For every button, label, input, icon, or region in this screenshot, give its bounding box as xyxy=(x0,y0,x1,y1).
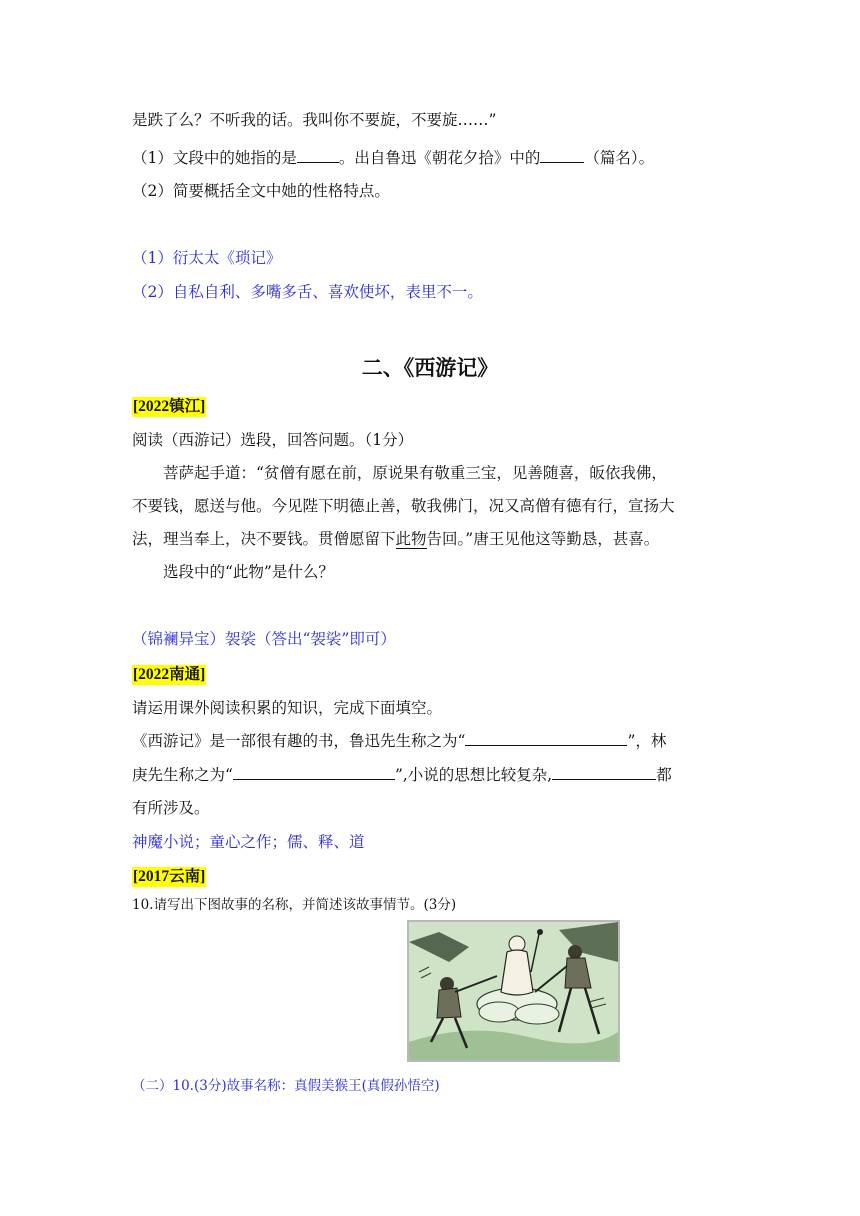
blank xyxy=(297,148,339,163)
answer-2: （2）自私自利、多嘴多舌、喜欢使坏，表里不一。 xyxy=(132,283,483,301)
blank xyxy=(233,765,395,780)
passage-line: 法，理当奉上，决不要钱。贯僧愿留下此物告回。”唐王见他这等勤恳，甚喜。 xyxy=(132,530,660,548)
question-2: （2）简要概括全文中她的性格特点。 xyxy=(132,182,390,200)
blank xyxy=(540,148,584,163)
blank xyxy=(552,765,656,780)
fill-in-line: 《西游记》是一部很有趣的书，鲁迅先生称之为“ ”，林 xyxy=(132,732,667,750)
underlined-term: 此物 xyxy=(395,530,427,548)
fill-in-line: 有所涉及。 xyxy=(132,799,210,817)
quote-ending: 是跌了么？不听我的话。我叫你不要旋，不要旋……” xyxy=(132,111,497,129)
answer: 神魔小说；童心之作；儒、释、道 xyxy=(132,833,365,851)
story-illustration xyxy=(407,920,620,1062)
blank xyxy=(465,731,627,746)
source-tag: [2017云南] xyxy=(133,868,206,885)
question-prompt: 请运用课外阅读积累的知识，完成下面填空。 xyxy=(132,699,443,717)
question: 选段中的“此物”是什么？ xyxy=(163,563,334,581)
answer: （锦襕异宝）袈裟（答出“袈裟”即可） xyxy=(132,630,396,648)
source-tag: [2022镇江] xyxy=(133,398,206,415)
question: 10.请写出下图故事的名称，并简述该故事情节。(3分) xyxy=(132,897,457,913)
question-prompt: 阅读（西游记）选段，回答问题。（1分） xyxy=(132,431,414,449)
passage-line: 菩萨起手道：“贫僧有愿在前，原说果有敬重三宝，见善随喜，皈依我佛， xyxy=(163,464,667,482)
answer-1: （1）衍太太《琐记》 xyxy=(132,249,282,267)
question-1: （1）文段中的她指的是 。出自鲁迅《朝花夕拾》中的 （篇名）。 xyxy=(132,149,655,167)
section-title: 二、《西游记》 xyxy=(361,355,499,380)
answer: （二）10.(3分)故事名称：真假美猴王(真假孙悟空) xyxy=(132,1078,440,1094)
illustration-image xyxy=(409,922,618,1060)
passage-line: 不要钱，愿送与他。今见陛下明德止善，敬我佛门，况又高僧有德有行，宣扬大 xyxy=(132,497,675,515)
fill-in-line: 庚先生称之为“ ”,小说的思想比较复杂, 都 xyxy=(132,766,672,784)
source-tag: [2022南通] xyxy=(133,666,206,683)
